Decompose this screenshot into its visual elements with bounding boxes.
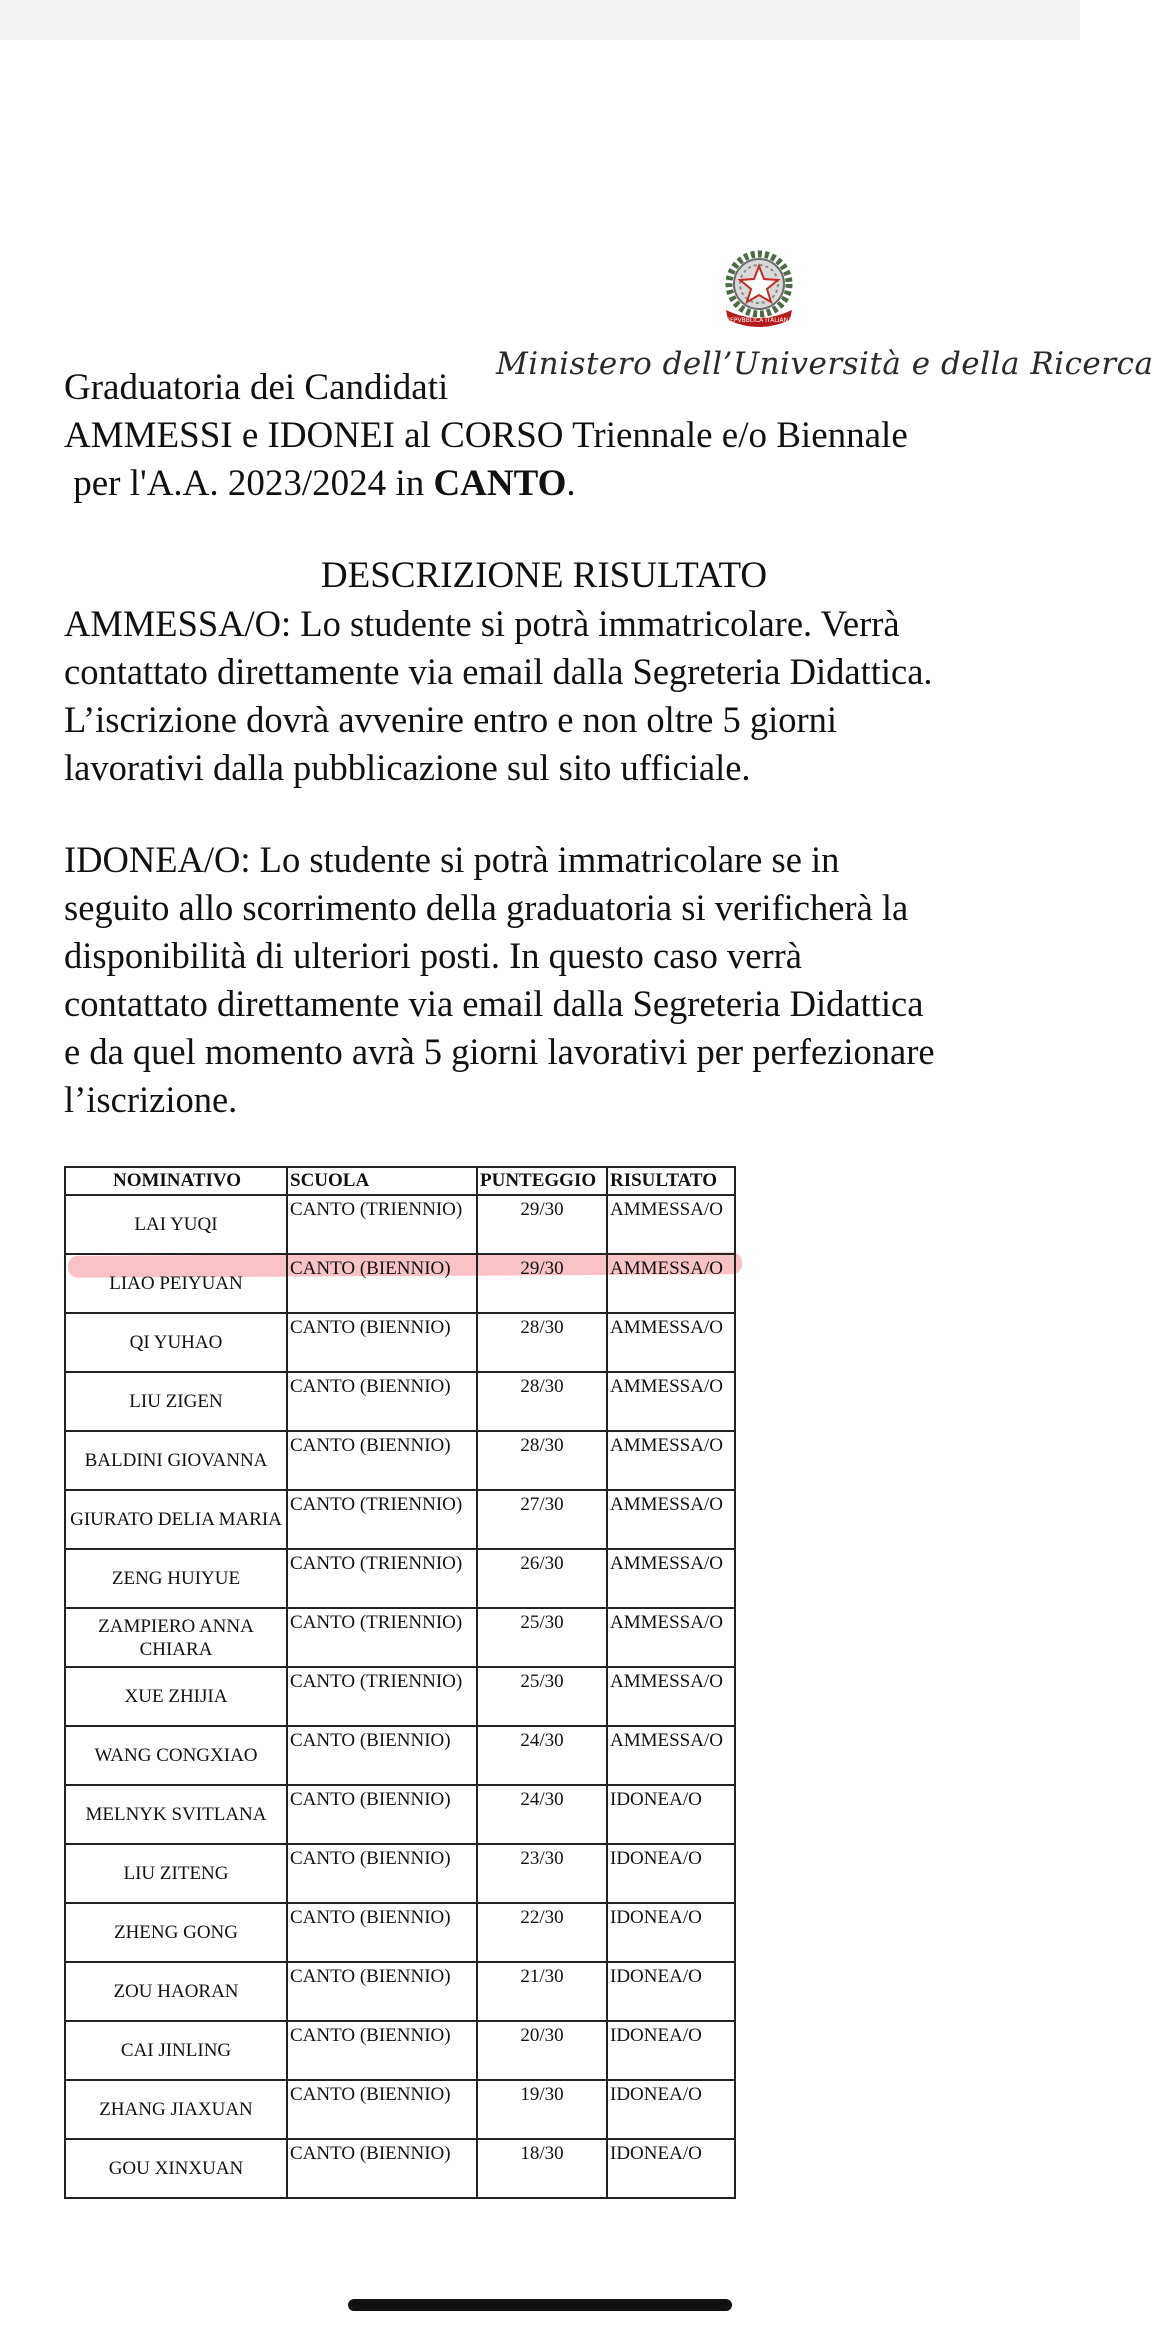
cell-nominativo: WANG CONGXIAO	[65, 1726, 287, 1785]
cell-scuola: CANTO (TRIENNIO)	[287, 1549, 477, 1608]
cell-punteggio: 23/30	[477, 1844, 607, 1903]
paragraph-line: seguito allo scorrimento della graduatoria si verificherà la	[64, 887, 909, 928]
cell-punteggio: 18/30	[477, 2139, 607, 2198]
cell-scuola: CANTO (BIENNIO)	[287, 1844, 477, 1903]
cell-scuola: CANTO (BIENNIO)	[287, 1254, 477, 1313]
cell-nominativo: LIU ZIGEN	[65, 1372, 287, 1431]
table-row	[65, 1431, 735, 1490]
cell-scuola: CANTO (BIENNIO)	[287, 1431, 477, 1490]
table-row	[65, 1844, 735, 1903]
title-subject: CANTO	[433, 463, 567, 504]
svg-text:REPVBBLICA ITALIANA: REPVBBLICA ITALIANA	[725, 317, 793, 324]
cell-punteggio: 28/30	[477, 1372, 607, 1431]
cell-punteggio: 20/30	[477, 2021, 607, 2080]
cell-risultato: AMMESSA/O	[607, 1667, 735, 1726]
cell-nominativo: MELNYK SVITLANA	[65, 1785, 287, 1844]
table-row	[65, 1608, 735, 1667]
cell-risultato: IDONEA/O	[607, 2139, 735, 2198]
cell-scuola: CANTO (TRIENNIO)	[287, 1608, 477, 1667]
cell-nominativo: GIURATO DELIA MARIA	[65, 1490, 287, 1549]
cell-nominativo: ZOU HAORAN	[65, 1962, 287, 2021]
cell-risultato: AMMESSA/O	[607, 1254, 735, 1313]
results-table	[64, 1166, 736, 2199]
column-header-risultato: RISULTATO	[607, 1167, 735, 1195]
table-row	[65, 2139, 735, 2198]
cell-risultato: IDONEA/O	[607, 1785, 735, 1844]
cell-risultato: IDONEA/O	[607, 1962, 735, 2021]
paragraph-line: contattato direttamente via email dalla Segreteria Didattica	[64, 983, 924, 1024]
cell-punteggio: 24/30	[477, 1726, 607, 1785]
table-row	[65, 1962, 735, 2021]
table-row	[65, 1903, 735, 1962]
title-line: per l'A.A. 2023/2024 in CANTO.	[64, 463, 576, 504]
italian-republic-emblem-icon	[712, 240, 806, 334]
cell-risultato: AMMESSA/O	[607, 1431, 735, 1490]
cell-scuola: CANTO (BIENNIO)	[287, 2139, 477, 2198]
cell-punteggio: 28/30	[477, 1431, 607, 1490]
cell-scuola: CANTO (BIENNIO)	[287, 1962, 477, 2021]
cell-scuola: CANTO (TRIENNIO)	[287, 1490, 477, 1549]
cell-nominativo: LIU ZITENG	[65, 1844, 287, 1903]
cell-punteggio: 29/30	[477, 1195, 607, 1254]
table-row	[65, 1667, 735, 1726]
cell-scuola: CANTO (BIENNIO)	[287, 2021, 477, 2080]
title-line: AMMESSI e IDONEI al CORSO Triennale e/o Biennale	[64, 415, 908, 456]
cell-punteggio: 25/30	[477, 1608, 607, 1667]
ministry-name: Ministero dell’Università e della Ricerca	[496, 346, 1153, 382]
paragraph-line: lavorativi dalla pubblicazione sul sito ufficiale.	[64, 747, 751, 788]
paragraph-line: AMMESSA/O: Lo studente si potrà immatricolare. Verrà	[64, 603, 900, 644]
cell-risultato: AMMESSA/O	[607, 1313, 735, 1372]
cell-nominativo: BALDINI GIOVANNA	[65, 1431, 287, 1490]
cell-scuola: CANTO (TRIENNIO)	[287, 1667, 477, 1726]
table-row	[65, 2080, 735, 2139]
cell-risultato: AMMESSA/O	[607, 1372, 735, 1431]
table-row	[65, 1490, 735, 1549]
paragraph-line: IDONEA/O: Lo studente si potrà immatricolare se in	[64, 839, 840, 880]
column-header-punteggio: PUNTEGGIO	[477, 1167, 607, 1195]
table-row	[65, 1726, 735, 1785]
column-header-nominativo: NOMINATIVO	[65, 1167, 287, 1195]
cell-risultato: AMMESSA/O	[607, 1195, 735, 1254]
cell-risultato: AMMESSA/O	[607, 1726, 735, 1785]
cell-nominativo: QI YUHAO	[65, 1313, 287, 1372]
description-heading: DESCRIZIONE RISULTATO	[320, 555, 768, 596]
table-row	[65, 2021, 735, 2080]
status-bar	[0, 0, 1080, 40]
cell-punteggio: 22/30	[477, 1903, 607, 1962]
cell-nominativo: LAI YUQI	[65, 1195, 287, 1254]
cell-nominativo: CAI JINLING	[65, 2021, 287, 2080]
cell-risultato: IDONEA/O	[607, 1844, 735, 1903]
paragraph-line: L’iscrizione dovrà avvenire entro e non oltre 5 giorni	[64, 699, 838, 740]
table-row	[65, 1254, 735, 1313]
cell-nominativo: GOU XINXUAN	[65, 2139, 287, 2198]
paragraph-line: contattato direttamente via email dalla Segreteria Didattica.	[64, 651, 933, 692]
cell-nominativo: ZENG HUIYUE	[65, 1549, 287, 1608]
table-row	[65, 1372, 735, 1431]
document-title	[64, 364, 1024, 508]
table-row	[65, 1313, 735, 1372]
home-indicator[interactable]	[348, 2299, 732, 2311]
table-row	[65, 1785, 735, 1844]
idonea-description	[64, 836, 1044, 1124]
table-header-row	[65, 1167, 735, 1195]
cell-punteggio: 28/30	[477, 1313, 607, 1372]
title-line: Graduatoria dei Candidati	[64, 367, 449, 408]
cell-risultato: IDONEA/O	[607, 2021, 735, 2080]
cell-scuola: CANTO (BIENNIO)	[287, 1903, 477, 1962]
cell-nominativo: LIAO PEIYUAN	[65, 1254, 287, 1313]
cell-punteggio: 26/30	[477, 1549, 607, 1608]
cell-punteggio: 19/30	[477, 2080, 607, 2139]
cell-punteggio: 29/30	[477, 1254, 607, 1313]
cell-scuola: CANTO (BIENNIO)	[287, 1726, 477, 1785]
cell-risultato: IDONEA/O	[607, 1903, 735, 1962]
paragraph-line: l’iscrizione.	[64, 1079, 238, 1120]
cell-punteggio: 25/30	[477, 1667, 607, 1726]
cell-punteggio: 24/30	[477, 1785, 607, 1844]
cell-risultato: AMMESSA/O	[607, 1608, 735, 1667]
cell-risultato: AMMESSA/O	[607, 1490, 735, 1549]
cell-risultato: AMMESSA/O	[607, 1549, 735, 1608]
ammessa-description	[64, 600, 1044, 792]
cell-punteggio: 21/30	[477, 1962, 607, 2021]
cell-nominativo: XUE ZHIJIA	[65, 1667, 287, 1726]
cell-nominativo: ZAMPIERO ANNA CHIARA	[65, 1608, 287, 1667]
cell-scuola: CANTO (BIENNIO)	[287, 1313, 477, 1372]
column-header-scuola: SCUOLA	[287, 1167, 477, 1195]
paragraph-line: disponibilità di ulteriori posti. In questo caso verrà	[64, 935, 802, 976]
cell-nominativo: ZHANG JIAXUAN	[65, 2080, 287, 2139]
table-row	[65, 1195, 735, 1254]
paragraph-line: e da quel momento avrà 5 giorni lavorativi per perfezionare	[64, 1031, 935, 1072]
cell-nominativo: ZHENG GONG	[65, 1903, 287, 1962]
cell-scuola: CANTO (BIENNIO)	[287, 1785, 477, 1844]
cell-risultato: IDONEA/O	[607, 2080, 735, 2139]
table-row	[65, 1549, 735, 1608]
cell-scuola: CANTO (BIENNIO)	[287, 1372, 477, 1431]
cell-punteggio: 27/30	[477, 1490, 607, 1549]
cell-scuola: CANTO (TRIENNIO)	[287, 1195, 477, 1254]
cell-scuola: CANTO (BIENNIO)	[287, 2080, 477, 2139]
